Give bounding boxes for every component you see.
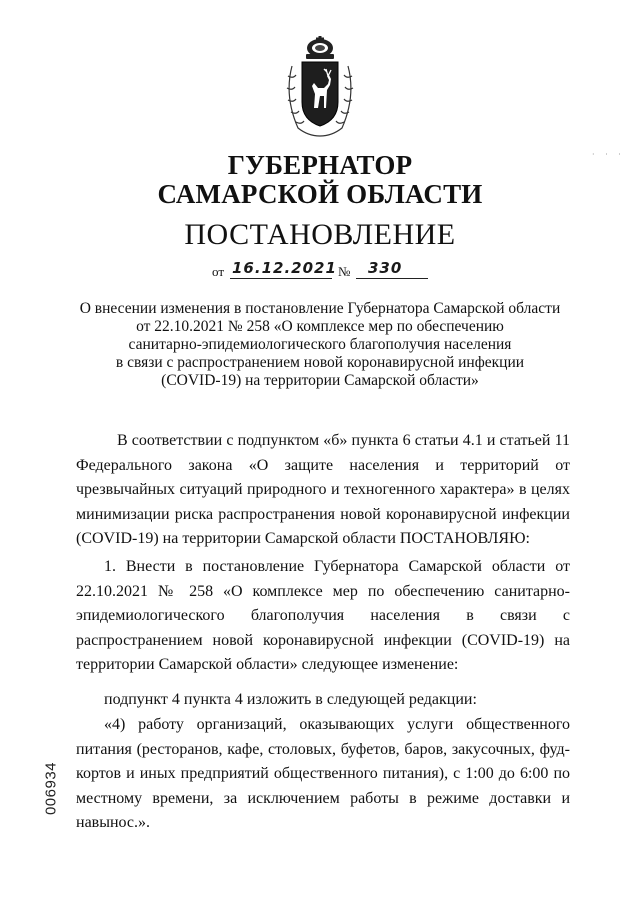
heading-line: санитарно-эпидемиологического благополучия населения <box>128 336 512 353</box>
heading-line: О внесении изменения в постановление Губернатора Самарской области <box>79 300 561 317</box>
subpoint-text: «4) работу организаций, оказывающих услуги общественного питания (ресторанов, кафе, столовых, буфетов, баров, закусочных, фуд-кортов и иных предприятий общественного питания), с 1:00 до 6:00 по местному времени, за исключением работы в режиме доставки и навынос.». <box>76 716 570 831</box>
side-serial-number-text: 006934 <box>42 761 60 816</box>
date-number-line <box>212 261 442 281</box>
heading-line: в связи с распространением новой коронавирусной инфекции <box>115 354 525 371</box>
document-heading <box>60 300 580 390</box>
document-type: ПОСТАНОВЛЕНИЕ <box>184 218 456 251</box>
side-serial-number <box>40 756 58 826</box>
handwritten-date: 16.12.2021 <box>232 259 337 277</box>
scan-artifact-dots: · · · <box>592 150 625 159</box>
subpoint-intro: подпункт 4 пункта 4 изложить в следующей редакции: <box>104 691 477 708</box>
item-1-paragraph: 1. Внести в постановление Губернатора Самарской области от 22.10.2021 № 258 «О комплексе мер по обеспечению санитарно-эпидемиологического благополучия населения в связи с распространением новой коронавирусной инфекции (COVID-19) на территории Самарской области» следующее изменение: <box>76 558 570 673</box>
authority-title-line1: ГУБЕРНАТОР <box>227 150 413 180</box>
number-label: № <box>338 264 351 279</box>
heading-line: (COVID-19) на территории Самарской области» <box>161 372 479 389</box>
handwritten-number: 330 <box>368 259 403 277</box>
authority-title-line2: САМАРСКОЙ ОБЛАСТИ <box>157 179 483 209</box>
date-underline <box>230 278 332 279</box>
date-from-label: от <box>212 264 225 279</box>
coat-of-arms-icon <box>278 36 362 140</box>
number-underline <box>356 278 428 279</box>
preamble-paragraph: В соответствии с подпунктом «б» пункта 6 статьи 4.1 и статьей 11 Федерального закона «О защите населения и территорий от чрезвычайных ситуаций природного и техногенного характера» в целях минимизации риска распространения новой коронавирусной инфекции (COVID-19) на территории Самарской области ПОСТАНОВЛЯЮ: <box>76 432 570 547</box>
heading-line: от 22.10.2021 № 258 «О комплексе мер по обеспечению <box>136 318 504 335</box>
